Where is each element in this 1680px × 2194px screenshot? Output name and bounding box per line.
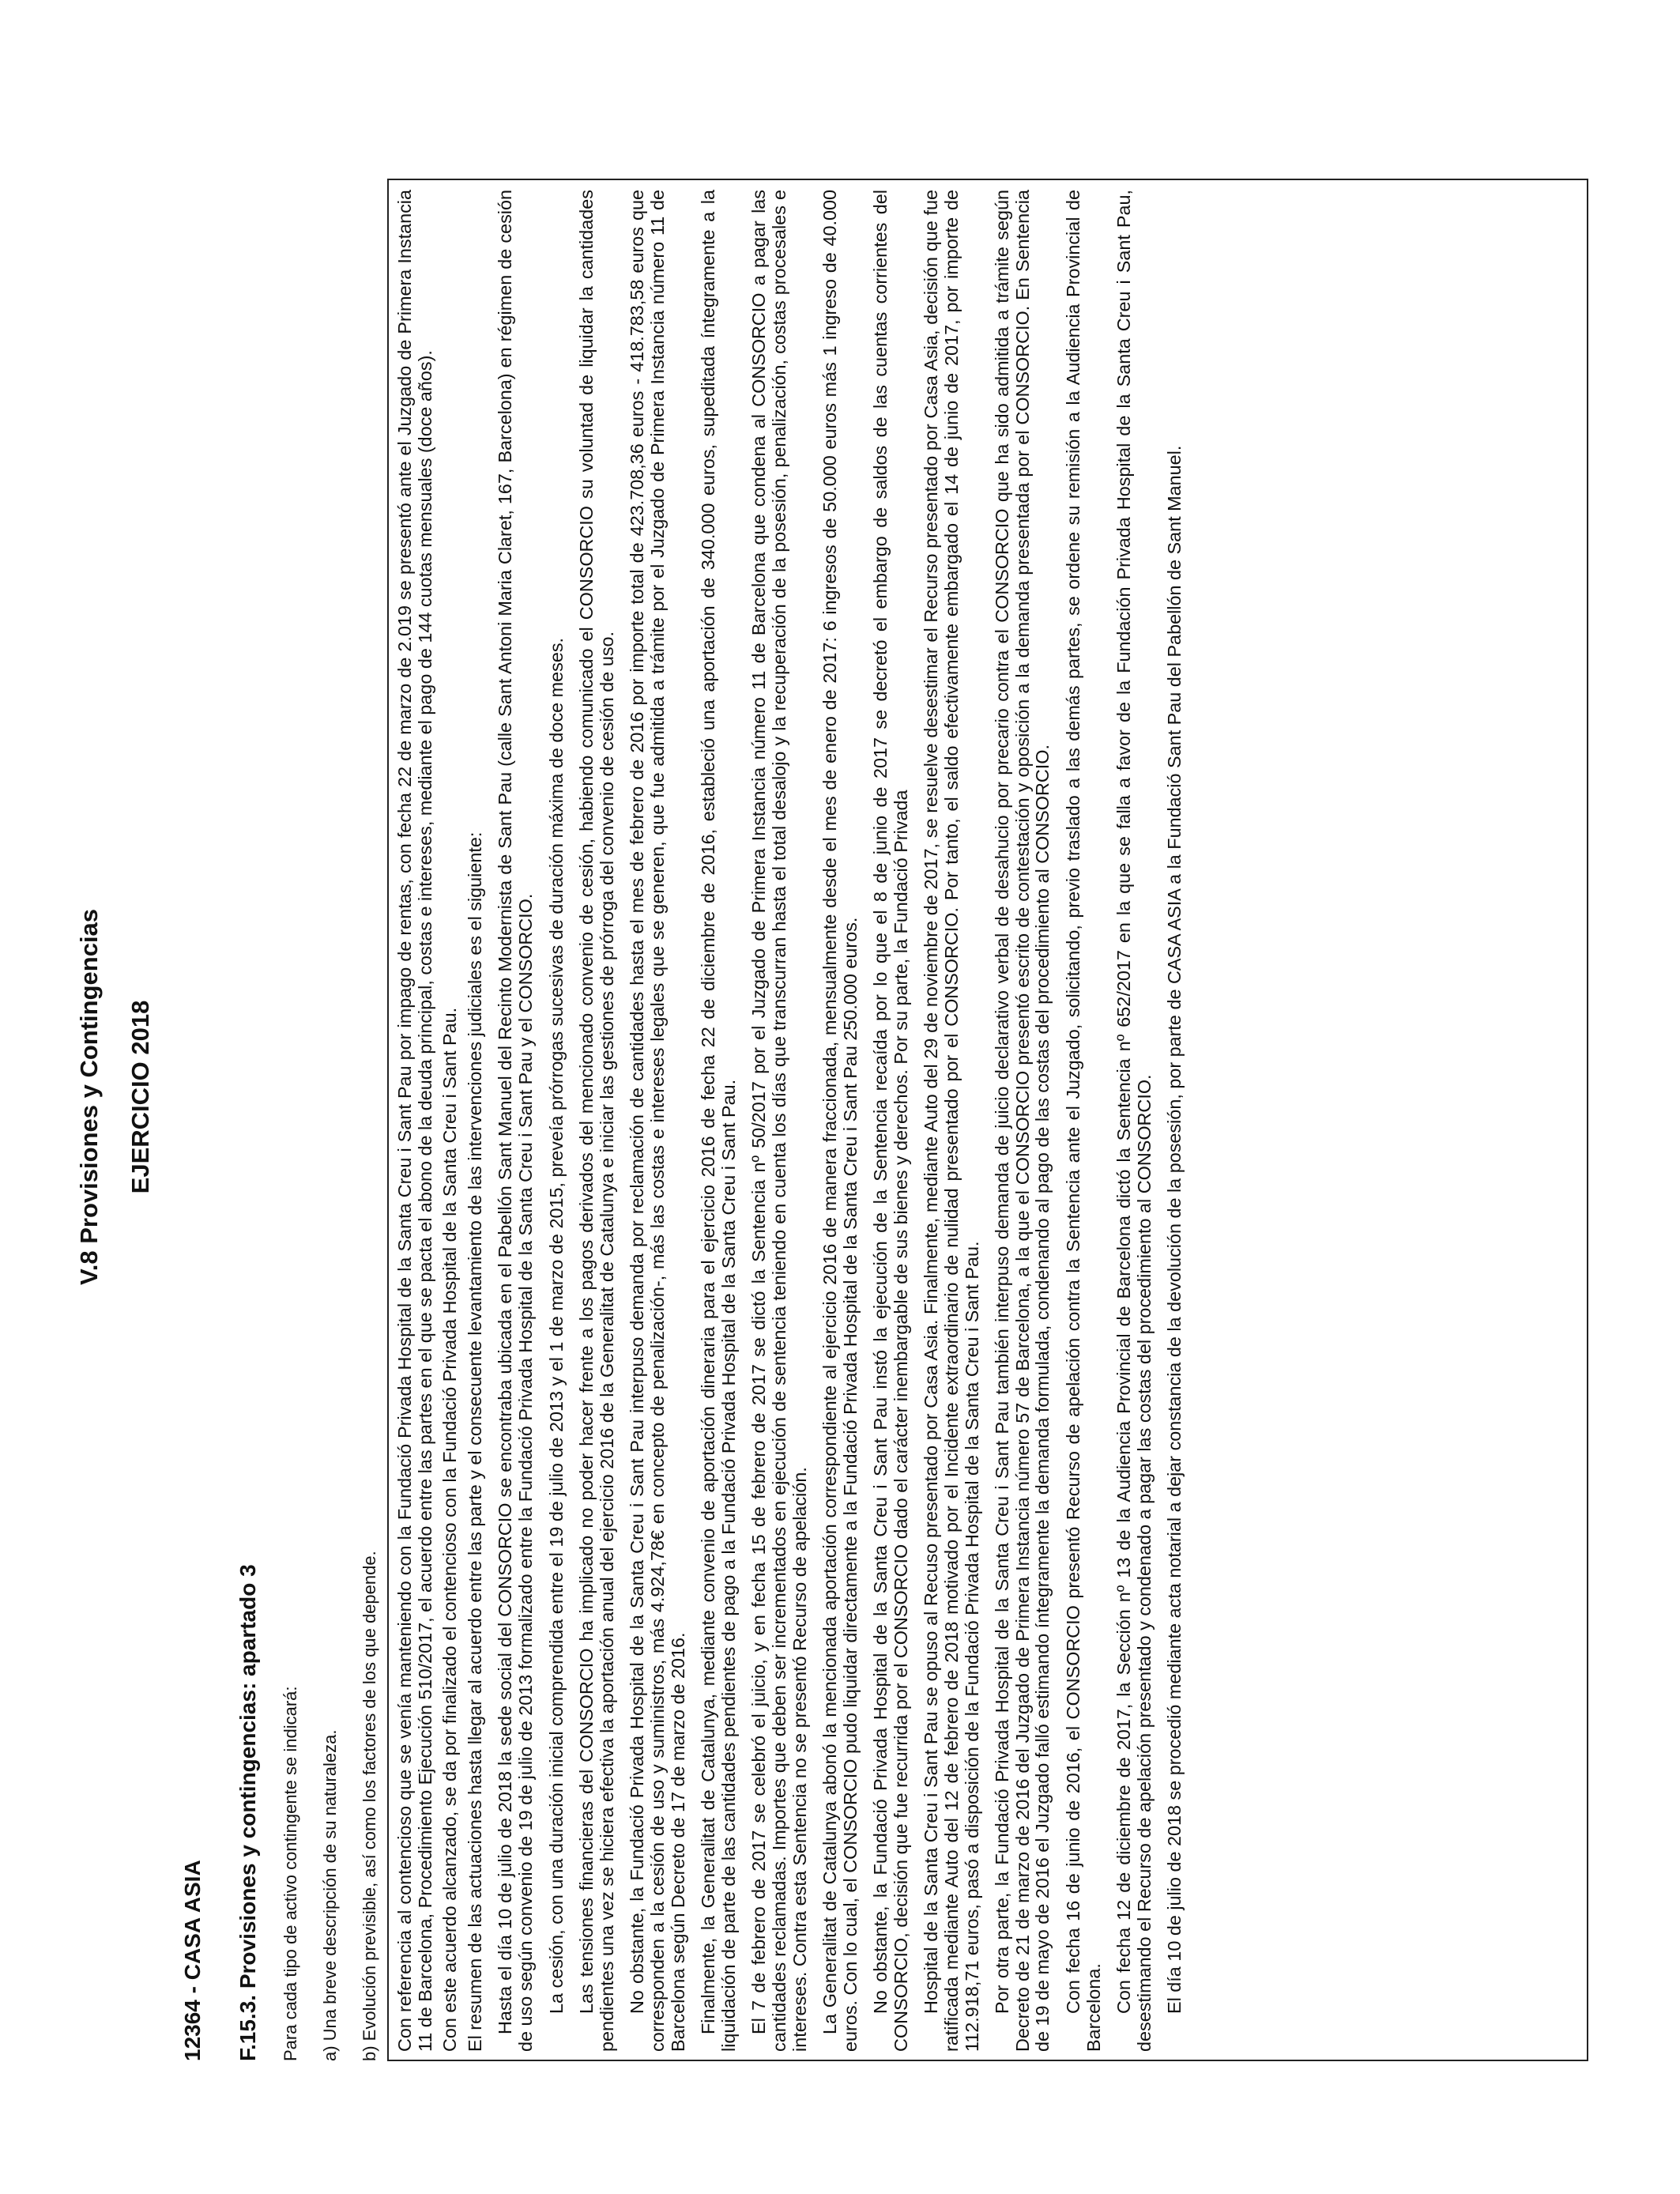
document-title: V.8 Provisiones y Contingencias bbox=[75, 908, 103, 1286]
paragraph: Con fecha 16 de junio de 2016, el CONSORCIO presentó Recurso de apelación contra la Sentencia ante el Juzgado, solicitando, previo traslado a las demás partes, se ordene su remisión a la Audiencia Provincial de Barcelona. bbox=[1063, 190, 1104, 2052]
paragraph: Hasta el día 10 de julio de 2018 la sede social del CONSORCIO se encontraba ubicada en el Pabellón Sant Manuel del Recinto Modernista de Sant Pau (calle Sant Antoni Maria Claret, 167, Barcelona) en régimen de cesión de uso según convenio de 19 de julio de 2013 formalizado entre la Fundació Privada Hospital de la Santa Creu i Sant Pau y el CONSORCIO. bbox=[495, 190, 536, 2052]
paragraph: Por otra parte, la Fundació Privada Hospital de la Santa Creu i Sant Pau también interpuso demanda de juicio declarativo verbal de desahucio por precario contra el CONSORCIO que ha sido admitida a trámite según Decreto de 21 de marzo de 2016 del Juzgado de Primera Instancia número 57 de Barcelona, a la que el CONSORCIO presentó escrito de contestación y oposición a la demanda presentada por el CONSORCIO. En Sentencia de 19 de mayo de 2016 el Juzgado falló estimando íntegramente la demanda formulada, condenando al pago de las costas del procedimiento al CONSORCIO. bbox=[992, 190, 1053, 2052]
paragraph: La Generalitat de Catalunya abonó la mencionada aportación correspondiente al ejercicio 2016 de manera fraccionada, mensualmente desde el mes de enero de 2017: 6 ingresos de 50.000 euros más 1 ingreso de 40.000 euros. Con lo cual, el CONSORCIO pudo liquidar directamente a la Fundació Privada Hospital de la Santa Creu i Sant Pau 250.000 euros. bbox=[819, 190, 861, 2052]
fiscal-year-heading: EJERCICIO 2018 bbox=[126, 1000, 154, 1194]
paragraph: Hospital de la Santa Creu i Sant Pau se opuso al Recuso presentado por Casa Asia. Finalmente, mediante Auto del 29 de noviembre de 2017, se resuelve desestimar el Recurso presentado por Casa Asia, decisión que fue ratificada mediante Auto del 12 de febrero de 2018 motivado por el Incidente extraordinario de nulidad presentado por el CONSORCIO. Por tanto, el saldo efectivamente embargado el 14 de junio de 2017, por importe de 112.918,71 euros, pasó a disposición de la Fundació Privada Hospital de la Santa Creu i Sant Pau. bbox=[921, 190, 982, 2052]
paragraph: La cesión, con una duración inicial comprendida entre el 19 de julio de 2013 y el 1 de marzo de 2015, preveía prórrogas sucesivas de duración máxima de doce meses. bbox=[545, 637, 567, 2014]
paragraph: Finalmente, la Generalitat de Catalunya, mediante convenio de aportación dineraria para el ejercicio 2016 de fecha 22 de diciembre de 2016, estableció una aportación de 340.000 euros, supeditada íntegramente a la liquidación de parte de las cantidades pendientes de pago a la Fundació Privada Hospital de la Santa Creu i Sant Pau. bbox=[698, 190, 739, 2052]
paragraph: Con este acuerdo alcanzado, se da por finalizado el contencioso con la Fundació Privada Hospital de la Santa Creu i Sant Pau. bbox=[439, 1007, 461, 2052]
paragraph: El resumen de las actuaciones hasta llegar al acuerdo entre las parte y el consecuente levantamiento de las intervenciones judiciales es el siguiente: bbox=[464, 831, 485, 2052]
intro-line: Para cada tipo de activo contingente se indicará: bbox=[281, 1686, 300, 2061]
contingency-text-box bbox=[387, 179, 1588, 2061]
paragraph: El 7 de febrero de 2017 se celebró el juicio, y en fecha 15 de febrero de 2017 se dictó la Sentencia nº 50/2017 por el Juzgado de Primera Instancia número 11 de Barcelona que condena al CONSORCIO a pagar las cantidades reclamadas. Importes que deben ser incrementados en ejecución de sentencia teniendo en cuenta los días que transcurran hasta el total desalojo y la recuperación de la posesión, penalización, costas procesales e intereses. Contra esta Sentencia no se presentó Recurso de apelación. bbox=[748, 190, 810, 2052]
paragraph: Las tensiones financieras del CONSORCIO ha implicado no poder hacer frente a los pagos derivados del mencionado convenio de cesión, habiendo comunicado el CONSORCIO su voluntad de liquidar la cantidades pendientes una vez se hiciera efectiva la aportación anual del ejercicio 2016 de la Generalitat de Catalunya e iniciar las gestiones de prórroga del convenio de cesión de uso. bbox=[576, 190, 617, 2052]
paragraph: Con fecha 12 de diciembre de 2017, la Sección nº 13 de la Audiencia Provincial de Barcelona dictó la Sentencia nº 652/2017 en la que se falla a favor de la Fundación Privada Hospital de la Santa Creu i Sant Pau, desestimando el Recurso de apelación presentado y condenado a pagar las costas del procedimiento al CONSORCIO. bbox=[1113, 190, 1155, 2052]
intro-line: a) Una breve descripción de su naturaleza. bbox=[320, 1729, 340, 2061]
section-heading: F.15.3. Provisiones y contingencias: apartado 3 bbox=[235, 1564, 260, 2061]
entity-heading: 12364 - CASA ASIA bbox=[180, 1860, 205, 2061]
intro-line: b) Evolución previsible, así como los factores de los que depende. bbox=[360, 1551, 379, 2061]
paragraph: No obstante, la Fundació Privada Hospital de la Santa Creu i Sant Pau interpuso demanda por reclamación de cantidades hasta el mes de febrero de 2016 por importe total de 423.708,36 euros - 418.783,58 euros que corresponden a la cesión de uso y suministros, más 4.924,78€ en concepto de penalización-, más las costas e intereses legales que se generen, que fue admitida a trámite por el Juzgado de Primera Instancia número 11 de Barcelona según Decreto de 17 de marzo de 2016. bbox=[627, 190, 688, 2052]
paragraph: Con referencia al contencioso que se venía manteniendo con la Fundació Privada Hospital de la Santa Creu i Sant Pau por impago de rentas, con fecha 22 de marzo de 2.019 se presentó ante el Juzgado de Primera Instancia 11 de Barcelona, Procedimiento Ejecución 510/2017, el acuerdo entre las partes en el que se pacta el abono de la deuda principal, costas e intereses, mediante el pago de 144 cuotas mensuales (doce años). bbox=[394, 190, 435, 2052]
paragraph: No obstante, la Fundació Privada Hospital de la Santa Creu i Sant Pau instó la ejecución de la Sentencia recaída por lo que el 8 de junio de 2017 se decretó el embargo de saldos de las cuentas corrientes del CONSORCIO, decisión que fue recurrida por el CONSORCIO dado el carácter inembargable de sus bienes y derechos. Por su parte, la Fundació Privada bbox=[870, 190, 911, 2052]
paragraph: El día 10 de julio de 2018 se procedió mediante acta notarial a dejar constancia de la devolución de la posesión, por parte de CASA ASIA a la Fundació Sant Pau del Pabellón de Sant Manuel. bbox=[1164, 445, 1185, 2014]
